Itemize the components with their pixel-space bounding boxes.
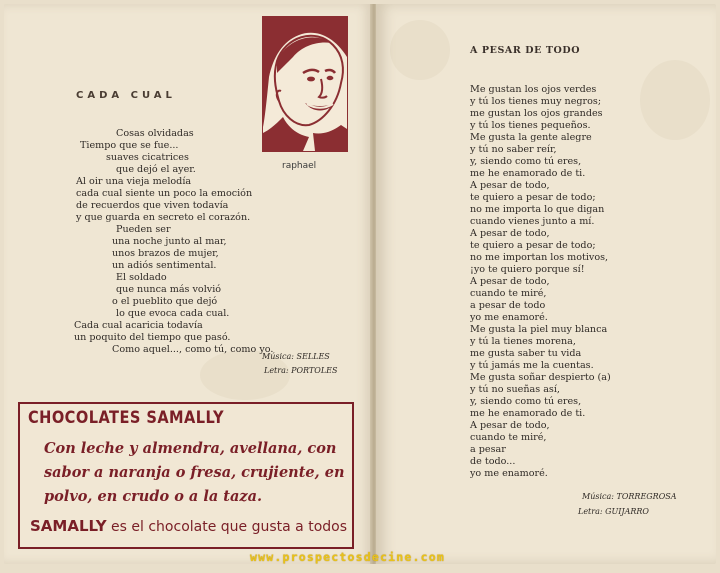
credit-lyrics-guijarro: Letra: GUIJARRO: [578, 507, 649, 516]
lyric-line: cuando vienes junto a mí.: [470, 216, 595, 227]
lyric-line: y, siendo como tú eres,: [470, 396, 582, 407]
lyric-line: y tú no saber reír,: [470, 144, 557, 155]
song-title-cada-cual: CADA CUAL: [76, 90, 176, 101]
lyric-line: A pesar de todo,: [470, 228, 550, 239]
lyric-line: no me importa lo que digan: [470, 204, 605, 215]
lyric-line: me he enamorado de ti.: [470, 408, 586, 419]
lyric-line: Al oir una vieja melodía: [76, 176, 192, 187]
lyric-line: que nunca más volvió: [116, 284, 222, 295]
lyric-line: un adiós sentimental.: [112, 260, 217, 271]
credit-music-torregrosa: Música: TORREGROSA: [582, 492, 677, 501]
lyric-line: Me gustan los ojos verdes: [470, 84, 597, 95]
lyric-line: y tú jamás me la cuentas.: [470, 360, 594, 371]
lyric-line: una noche junto al mar,: [112, 236, 227, 247]
lyric-line: y tú los tienes muy negros;: [470, 96, 602, 107]
lyric-line: y tú los tienes pequeños.: [470, 120, 591, 131]
show-through-stain: [640, 60, 710, 140]
lyric-line: Me gusta la piel muy blanca: [470, 324, 608, 335]
show-through-stain: [390, 20, 450, 80]
lyric-line: me gusta saber tu vida: [470, 348, 582, 359]
lyric-line: y tú la tienes morena,: [470, 336, 576, 347]
website-watermark: www.prospectosdecine.com: [250, 550, 445, 564]
lyric-line: a pesar de todo: [470, 300, 546, 311]
lyric-line: y, siendo como tú eres,: [470, 156, 582, 167]
ad-slogan: [30, 517, 347, 535]
lyric-line: A pesar de todo,: [470, 420, 550, 431]
lyric-line: de recuerdos que viven todavía: [76, 200, 229, 211]
ad-copy-line: polvo, en crudo o a la taza.: [44, 488, 263, 505]
lyric-line: Me gusta la gente alegre: [470, 132, 592, 143]
lyric-line: un poquito del tiempo que pasó.: [74, 332, 231, 343]
lyric-line: que dejó el ayer.: [116, 164, 196, 175]
lyric-line: yo me enamoré.: [470, 312, 548, 323]
lyric-line: o el pueblito que dejó: [112, 296, 218, 307]
lyric-line: y que guarda en secreto el corazón.: [76, 212, 251, 223]
ad-slogan-brand: SAMALLY: [30, 517, 107, 535]
lyric-line: lo que evoca cada cual.: [116, 308, 230, 319]
lyric-line: no me importan los motivos,: [470, 252, 609, 263]
credit-music-selles: Música: SELLES: [262, 352, 330, 361]
song-title-a-pesar-de-todo: A PESAR DE TODO: [470, 45, 581, 56]
lyric-line: me he enamorado de ti.: [470, 168, 586, 179]
lyric-line: y tú no sueñas así,: [470, 384, 560, 395]
lyric-line: El soldado: [116, 272, 167, 283]
lyric-line: unos brazos de mujer,: [112, 248, 219, 259]
ad-copy-line: sabor a naranja o fresa, crujiente, en: [44, 464, 345, 481]
ad-slogan-text: es el chocolate que gusta a todos: [111, 519, 348, 535]
lyric-line: cuando te miré,: [470, 288, 547, 299]
chocolates-samally-ad: [18, 402, 354, 549]
lyric-line: te quiero a pesar de todo;: [470, 240, 596, 251]
lyric-line: te quiero a pesar de todo;: [470, 192, 596, 203]
portrait-caption: raphael: [282, 161, 317, 171]
portrait-illustration: [263, 17, 347, 151]
lyric-line: Me gusta soñar despierto (a): [470, 372, 611, 383]
lyric-line: a pesar: [470, 444, 506, 455]
ad-copy-line: Con leche y almendra, avellana, con: [44, 440, 337, 457]
lyric-line: Cosas olvidadas: [116, 128, 194, 139]
lyric-line: ¡yo te quiero porque sí!: [470, 264, 585, 275]
lyric-line: cada cual siente un poco la emoción: [76, 188, 253, 199]
ad-brand-title: CHOCOLATES SAMALLY: [28, 408, 225, 428]
credit-lyrics-portoles: Letra: PORTOLES: [264, 366, 338, 375]
lyric-line: suaves cicatrices: [106, 152, 189, 163]
lyric-line: A pesar de todo,: [470, 276, 550, 287]
lyric-line: A pesar de todo,: [470, 180, 550, 191]
lyric-line: me gustan los ojos grandes: [470, 108, 603, 119]
lyric-line: Cada cual acaricia todavía: [74, 320, 203, 331]
lyric-line: Como aquel..., como tú, como yo.: [112, 344, 274, 355]
lyric-line: Tiempo que se fue...: [80, 140, 179, 151]
lyric-line: cuando te miré,: [470, 432, 547, 443]
singer-portrait: [262, 16, 348, 152]
lyric-line: yo me enamoré.: [470, 468, 548, 479]
lyric-line: de todo...: [470, 456, 516, 467]
lyric-line: Pueden ser: [116, 224, 171, 235]
